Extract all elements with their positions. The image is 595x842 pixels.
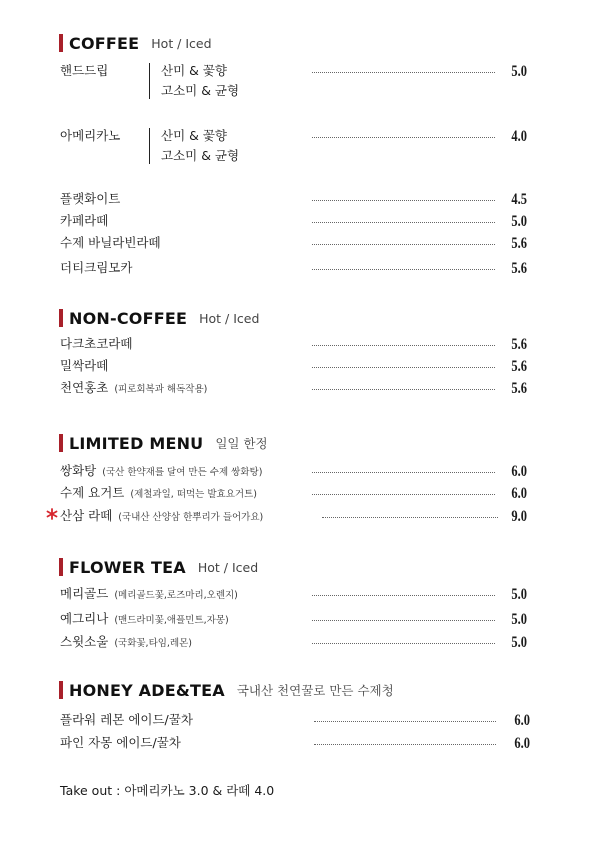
section-subtitle: 국내산 천연꿀로 만든 수제청 xyxy=(236,683,394,698)
divider xyxy=(149,63,150,99)
section-limited-header xyxy=(59,432,268,454)
item-name: 스윗소울 (국화꽃,타임,레몬) xyxy=(60,634,193,649)
section-marker-bar xyxy=(59,558,63,576)
leader-dots xyxy=(312,222,495,223)
menu-item xyxy=(60,334,530,354)
leader-dots xyxy=(314,721,496,722)
leader-dots xyxy=(312,72,495,73)
section-honey-header xyxy=(59,679,394,701)
item-price: 4.0 xyxy=(511,128,527,145)
item-name: 천연홍초 (피로회복과 해독작용) xyxy=(60,380,208,395)
item-name: 수제 바닐라빈라떼 xyxy=(60,235,161,250)
section-title: NON-COFFEE xyxy=(69,308,188,328)
item-name: 카페라떼 xyxy=(60,213,109,228)
menu-item xyxy=(60,356,530,376)
menu-item-hand-drip xyxy=(60,61,530,101)
item-note: (국화꽃,타임,레몬) xyxy=(114,638,193,649)
item-price: 6.0 xyxy=(514,712,530,729)
item-price: 5.0 xyxy=(511,611,527,628)
item-name: 쌍화탕 (국산 한약재를 달여 만든 수제 쌍화탕) xyxy=(60,463,263,478)
menu-item xyxy=(60,258,530,278)
item-note: (맨드라미꽃,애플민트,자몽) xyxy=(114,615,229,626)
leader-dots xyxy=(312,200,495,201)
item-note: (제철과일, 떠먹는 발효요거트) xyxy=(130,489,257,500)
item-price: 5.6 xyxy=(511,235,527,252)
menu-item xyxy=(60,609,530,629)
menu-item xyxy=(60,378,530,398)
menu-item-americano xyxy=(60,126,530,166)
leader-dots xyxy=(312,620,495,621)
section-marker-bar xyxy=(59,681,63,699)
section-title: HONEY ADE&TEA xyxy=(69,680,225,700)
section-subtitle: Hot / Iced xyxy=(199,310,260,326)
leader-dots xyxy=(312,595,495,596)
item-name: 아메리카노 xyxy=(60,128,121,143)
menu-item xyxy=(60,632,530,652)
item-name: 플랫화이트 xyxy=(60,191,121,206)
item-price: 5.6 xyxy=(511,260,527,277)
leader-dots xyxy=(312,244,495,245)
item-price: 5.6 xyxy=(511,358,527,375)
leader-dots xyxy=(322,517,498,518)
section-title: COFFEE xyxy=(69,33,140,53)
leader-dots xyxy=(312,643,495,644)
item-note: (메리골드꽃,로즈마리,오렌지) xyxy=(114,590,238,601)
item-price: 9.0 xyxy=(511,508,527,525)
item-price: 6.0 xyxy=(511,485,527,502)
item-price: 4.5 xyxy=(511,191,527,208)
item-name: 플라워 레몬 에이드/꿀차 xyxy=(60,712,193,727)
item-price: 5.0 xyxy=(511,213,527,230)
item-option: 고소미 & 균형 xyxy=(161,83,240,98)
item-name: 메리골드 (메리골드꽃,로즈마리,오렌지) xyxy=(60,586,238,601)
item-price: 6.0 xyxy=(511,463,527,480)
item-option: 산미 & 꽃향 xyxy=(161,63,227,78)
leader-dots xyxy=(312,269,495,270)
leader-dots xyxy=(312,345,495,346)
menu-item xyxy=(60,506,530,526)
leader-dots xyxy=(314,744,496,745)
leader-dots xyxy=(312,367,495,368)
item-price: 6.0 xyxy=(514,735,530,752)
divider xyxy=(149,128,150,164)
section-subtitle: 일일 한정 xyxy=(215,436,268,451)
item-price: 5.0 xyxy=(511,586,527,603)
item-name: 밀싹라떼 xyxy=(60,358,109,373)
menu-item xyxy=(60,233,530,253)
item-option: 고소미 & 균형 xyxy=(161,148,240,163)
star-icon xyxy=(46,508,58,520)
section-noncoffee-header xyxy=(59,307,259,329)
menu-item xyxy=(60,584,530,604)
section-marker-bar xyxy=(59,309,63,327)
section-flower-header xyxy=(59,556,258,578)
item-name: 파인 자몽 에이드/꿀차 xyxy=(60,735,181,750)
item-name: 더티크림모카 xyxy=(60,260,133,275)
menu-item xyxy=(60,189,530,209)
section-marker-bar xyxy=(59,434,63,452)
section-subtitle: Hot / Iced xyxy=(151,35,212,51)
menu-item xyxy=(60,211,530,231)
section-title: LIMITED MENU xyxy=(69,433,204,453)
item-price: 5.0 xyxy=(511,63,527,80)
item-name: 산삼 라떼 (국내산 산양삼 한뿌리가 들어가요) xyxy=(60,508,264,523)
menu-item xyxy=(60,710,530,730)
takeout-note: Take out : 아메리카노 3.0 & 라떼 4.0 xyxy=(60,783,275,798)
item-note: (국내산 산양삼 한뿌리가 들어가요) xyxy=(118,512,264,523)
item-note: (피로회복과 해독작용) xyxy=(114,384,208,395)
section-coffee-header xyxy=(59,32,212,54)
leader-dots xyxy=(312,389,495,390)
item-note: (국산 한약재를 달여 만든 수제 쌍화탕) xyxy=(102,467,263,478)
section-subtitle: Hot / Iced xyxy=(197,559,259,575)
item-name: 핸드드립 xyxy=(60,63,109,78)
section-marker-bar xyxy=(59,34,63,52)
menu-item xyxy=(60,733,530,753)
item-name: 예그리나 (맨드라미꽃,애플민트,자몽) xyxy=(60,611,229,626)
item-price: 5.6 xyxy=(511,380,527,397)
item-price: 5.0 xyxy=(511,634,527,651)
leader-dots xyxy=(312,472,495,473)
leader-dots xyxy=(312,494,495,495)
item-name: 다크초코라떼 xyxy=(60,336,133,351)
section-title: FLOWER TEA xyxy=(69,557,186,577)
item-price: 5.6 xyxy=(511,336,527,353)
item-option: 산미 & 꽃향 xyxy=(161,128,227,143)
menu-item xyxy=(60,461,530,481)
leader-dots xyxy=(312,137,495,138)
menu-item xyxy=(60,483,530,503)
item-name: 수제 요거트 (제철과일, 떠먹는 발효요거트) xyxy=(60,485,257,500)
